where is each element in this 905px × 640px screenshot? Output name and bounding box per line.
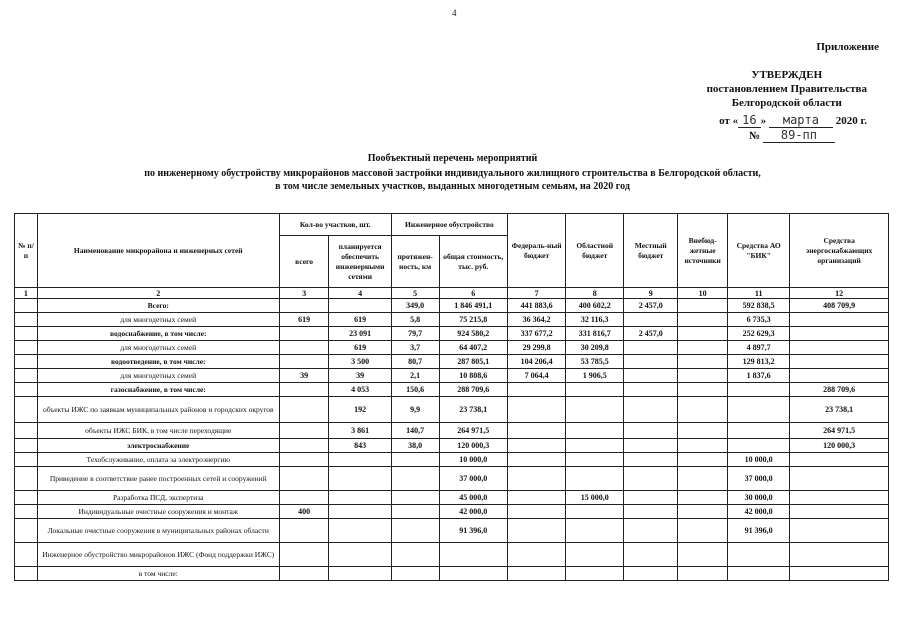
table-body bbox=[15, 288, 889, 581]
table-cell bbox=[279, 423, 329, 439]
table-cell bbox=[624, 467, 678, 491]
table-cell bbox=[279, 453, 329, 467]
col-extrabudget: Внебюд-жетные источники bbox=[678, 214, 728, 288]
table-row bbox=[15, 397, 889, 423]
column-number-row bbox=[15, 288, 889, 299]
column-number: 5 bbox=[391, 288, 439, 299]
row-name: Разработка ПСД, экспертиза bbox=[37, 491, 279, 505]
table-cell bbox=[624, 383, 678, 397]
table-row bbox=[15, 453, 889, 467]
table-cell bbox=[790, 567, 889, 581]
table-cell: 264 971,5 bbox=[439, 423, 508, 439]
table-cell bbox=[391, 453, 439, 467]
table-cell bbox=[728, 543, 790, 567]
table-cell bbox=[439, 543, 508, 567]
row-name: Индивидуальные очистные сооружения и монтаж bbox=[37, 505, 279, 519]
table-cell bbox=[329, 505, 391, 519]
column-number: 9 bbox=[624, 288, 678, 299]
table-row bbox=[15, 567, 889, 581]
table-cell bbox=[678, 369, 728, 383]
table-cell: 30 000,0 bbox=[728, 491, 790, 505]
table-row bbox=[15, 491, 889, 505]
table-cell: 3,7 bbox=[391, 341, 439, 355]
table-cell: 45 000,0 bbox=[439, 491, 508, 505]
table-cell bbox=[678, 519, 728, 543]
table-cell bbox=[790, 505, 889, 519]
table-cell bbox=[329, 491, 391, 505]
table-cell bbox=[15, 299, 38, 313]
table-cell bbox=[624, 369, 678, 383]
table-cell bbox=[508, 491, 566, 505]
table-cell bbox=[678, 543, 728, 567]
table-cell bbox=[279, 491, 329, 505]
table-cell: 29 299,8 bbox=[508, 341, 566, 355]
table-cell bbox=[329, 299, 391, 313]
table-cell bbox=[566, 439, 624, 453]
column-number: 11 bbox=[728, 288, 790, 299]
table-cell bbox=[678, 355, 728, 369]
column-number: 10 bbox=[678, 288, 728, 299]
table-cell bbox=[15, 467, 38, 491]
table-cell: 619 bbox=[329, 313, 391, 327]
table-cell: 6 735,3 bbox=[728, 313, 790, 327]
table-cell: 79,7 bbox=[391, 327, 439, 341]
table-cell bbox=[678, 327, 728, 341]
table-cell bbox=[15, 369, 38, 383]
table-cell: 400 602,2 bbox=[566, 299, 624, 313]
number-value: 89-пп bbox=[763, 128, 835, 143]
approval-date: от « 16 » марта 2020 г. bbox=[719, 113, 867, 127]
table-cell bbox=[678, 567, 728, 581]
table-cell: 91 396,0 bbox=[439, 519, 508, 543]
table-cell: 619 bbox=[279, 313, 329, 327]
table-cell: 10 000,0 bbox=[439, 453, 508, 467]
table-cell bbox=[678, 423, 728, 439]
table-cell bbox=[15, 505, 38, 519]
table-cell bbox=[790, 327, 889, 341]
table-cell bbox=[15, 355, 38, 369]
table-cell: 349,0 bbox=[391, 299, 439, 313]
row-name: Всего: bbox=[37, 299, 279, 313]
table-cell: 64 407,2 bbox=[439, 341, 508, 355]
table-cell bbox=[15, 491, 38, 505]
col-eng-length: протяжен-ность, км bbox=[391, 236, 439, 288]
table-cell: 129 813,2 bbox=[728, 355, 790, 369]
table-cell bbox=[508, 543, 566, 567]
table-cell bbox=[15, 313, 38, 327]
row-name: электроснабжение bbox=[37, 439, 279, 453]
table-cell bbox=[790, 453, 889, 467]
table-cell bbox=[508, 453, 566, 467]
table-cell: 140,7 bbox=[391, 423, 439, 439]
table-cell: 39 bbox=[279, 369, 329, 383]
col-energy: Средства энергоснабжающих организаций bbox=[790, 214, 889, 288]
table-cell bbox=[508, 439, 566, 453]
table-cell: 32 116,3 bbox=[566, 313, 624, 327]
table-row bbox=[15, 543, 889, 567]
table-cell bbox=[678, 397, 728, 423]
row-name: Локальные очистные сооружения в муниципальных районах области bbox=[37, 519, 279, 543]
table-cell bbox=[790, 355, 889, 369]
table-cell bbox=[790, 313, 889, 327]
table-cell bbox=[329, 467, 391, 491]
table-cell: 592 838,5 bbox=[728, 299, 790, 313]
table-cell: 150,6 bbox=[391, 383, 439, 397]
table-cell bbox=[624, 567, 678, 581]
table-cell: 408 709,9 bbox=[790, 299, 889, 313]
table-cell: 75 215,8 bbox=[439, 313, 508, 327]
col-plots-planned: планируется обеспечить инженерными сетями bbox=[329, 236, 391, 288]
table-cell bbox=[15, 327, 38, 341]
table-cell bbox=[678, 467, 728, 491]
table-cell bbox=[790, 519, 889, 543]
table-cell bbox=[624, 313, 678, 327]
table-cell bbox=[508, 423, 566, 439]
table-cell: 120 000,3 bbox=[439, 439, 508, 453]
page-number: 4 bbox=[452, 8, 457, 18]
row-name: для многодетных семей bbox=[37, 313, 279, 327]
column-number: 6 bbox=[439, 288, 508, 299]
table-cell bbox=[279, 383, 329, 397]
table-cell bbox=[15, 383, 38, 397]
table-cell bbox=[728, 567, 790, 581]
table-cell: 924 580,2 bbox=[439, 327, 508, 341]
table-cell: 2 457,0 bbox=[624, 299, 678, 313]
approved-heading: УТВЕРЖДЕН bbox=[751, 69, 823, 81]
table-cell: 7 064,4 bbox=[508, 369, 566, 383]
table-cell bbox=[728, 423, 790, 439]
table-cell bbox=[391, 519, 439, 543]
table-row bbox=[15, 327, 889, 341]
table-cell: 288 709,6 bbox=[439, 383, 508, 397]
table-cell: 1 837,6 bbox=[728, 369, 790, 383]
table-cell bbox=[790, 467, 889, 491]
table-cell bbox=[566, 423, 624, 439]
table-row bbox=[15, 423, 889, 439]
table-cell: 23 091 bbox=[329, 327, 391, 341]
table-cell bbox=[439, 567, 508, 581]
table-cell: 288 709,6 bbox=[790, 383, 889, 397]
table-cell bbox=[728, 397, 790, 423]
table-cell: 53 785,5 bbox=[566, 355, 624, 369]
table-row bbox=[15, 313, 889, 327]
table-cell bbox=[15, 543, 38, 567]
table-row bbox=[15, 383, 889, 397]
table-cell: 2,1 bbox=[391, 369, 439, 383]
col-no: № п/п bbox=[15, 214, 38, 288]
table-cell bbox=[728, 383, 790, 397]
table-cell: 39 bbox=[329, 369, 391, 383]
row-name: объекты ИЖС по заявкам муниципальных районов и городских округов bbox=[37, 397, 279, 423]
table-cell bbox=[790, 369, 889, 383]
table-cell bbox=[566, 505, 624, 519]
table-cell: 42 000,0 bbox=[728, 505, 790, 519]
table-cell bbox=[508, 383, 566, 397]
annex-label: Приложение bbox=[816, 41, 879, 53]
table-cell: 1 906,5 bbox=[566, 369, 624, 383]
table-cell bbox=[279, 355, 329, 369]
table-cell: 3 500 bbox=[329, 355, 391, 369]
table-row bbox=[15, 439, 889, 453]
table-cell bbox=[624, 543, 678, 567]
table-cell: 15 000,0 bbox=[566, 491, 624, 505]
table-row bbox=[15, 505, 889, 519]
column-number: 12 bbox=[790, 288, 889, 299]
table-cell bbox=[624, 491, 678, 505]
column-number: 1 bbox=[15, 288, 38, 299]
row-name: для многодетных семей bbox=[37, 341, 279, 355]
table-cell bbox=[279, 341, 329, 355]
table-cell: 264 971,5 bbox=[790, 423, 889, 439]
date-month: марта bbox=[769, 113, 833, 128]
table-cell bbox=[279, 299, 329, 313]
table-cell: 10 000,0 bbox=[728, 453, 790, 467]
approved-region: Белгородской области bbox=[731, 97, 842, 109]
table-cell bbox=[678, 505, 728, 519]
table-cell bbox=[566, 453, 624, 467]
table-cell: 337 677,2 bbox=[508, 327, 566, 341]
column-number: 8 bbox=[566, 288, 624, 299]
table-cell bbox=[279, 327, 329, 341]
table-cell bbox=[624, 423, 678, 439]
table-cell: 4 897,7 bbox=[728, 341, 790, 355]
table-cell bbox=[678, 299, 728, 313]
table-cell: 38,0 bbox=[391, 439, 439, 453]
table-cell bbox=[279, 567, 329, 581]
col-bik: Средства АО "БИК" bbox=[728, 214, 790, 288]
doc-subtitle: по инженерному обустройству микрорайонов массовой застройки индивидуального жилищного строительства в Белгородской области, bbox=[144, 168, 761, 179]
table-cell bbox=[508, 397, 566, 423]
table-cell bbox=[678, 383, 728, 397]
table-cell: 1 846 491,1 bbox=[439, 299, 508, 313]
table-cell bbox=[566, 543, 624, 567]
row-name: в том числе: bbox=[37, 567, 279, 581]
table-cell: 252 629,3 bbox=[728, 327, 790, 341]
table-cell bbox=[566, 519, 624, 543]
table-cell bbox=[508, 519, 566, 543]
table-cell: 9,9 bbox=[391, 397, 439, 423]
row-name: газоснабжение, в том числе: bbox=[37, 383, 279, 397]
table-cell: 37 000,0 bbox=[439, 467, 508, 491]
table-cell bbox=[624, 355, 678, 369]
table-cell bbox=[678, 453, 728, 467]
column-number: 2 bbox=[37, 288, 279, 299]
row-name: водоснабжение, в том числе: bbox=[37, 327, 279, 341]
col-name: Наименование микрорайона и инженерных сетей bbox=[37, 214, 279, 288]
table-cell bbox=[566, 567, 624, 581]
table-cell bbox=[279, 467, 329, 491]
table-cell bbox=[566, 383, 624, 397]
table-cell bbox=[624, 439, 678, 453]
doc-subtitle-2: в том числе земельных участков, выданных многодетным семьям, на 2020 год bbox=[275, 181, 630, 192]
table-cell bbox=[678, 313, 728, 327]
date-day: 16 bbox=[738, 113, 760, 128]
table-cell bbox=[508, 567, 566, 581]
col-local: Местный бюджет bbox=[624, 214, 678, 288]
approval-number: № 89-пп bbox=[749, 128, 835, 142]
table-cell bbox=[15, 423, 38, 439]
table-cell: 441 883,6 bbox=[508, 299, 566, 313]
table-row bbox=[15, 519, 889, 543]
col-eng-cost: общая стоимость, тыс. руб. bbox=[439, 236, 508, 288]
col-regional: Областной бюджет bbox=[566, 214, 624, 288]
table-cell: 619 bbox=[329, 341, 391, 355]
table-cell bbox=[15, 397, 38, 423]
table-cell bbox=[329, 567, 391, 581]
row-name: Инженерное обустройство микрорайонов ИЖС (Фонд поддержки ИЖС) bbox=[37, 543, 279, 567]
table-cell bbox=[15, 453, 38, 467]
approved-by: постановлением Правительства bbox=[706, 83, 867, 95]
table-cell bbox=[678, 491, 728, 505]
table-cell: 30 209,8 bbox=[566, 341, 624, 355]
table-cell bbox=[624, 505, 678, 519]
row-name: объекты ИЖС БИК, в том числе переходящие bbox=[37, 423, 279, 439]
table-cell: 843 bbox=[329, 439, 391, 453]
table-cell: 37 000,0 bbox=[728, 467, 790, 491]
table-cell: 80,7 bbox=[391, 355, 439, 369]
table-cell: 36 364,2 bbox=[508, 313, 566, 327]
table-cell bbox=[678, 341, 728, 355]
table-cell bbox=[391, 467, 439, 491]
table-cell: 23 738,1 bbox=[439, 397, 508, 423]
table-cell: 23 738,1 bbox=[790, 397, 889, 423]
table-cell bbox=[391, 491, 439, 505]
table-cell bbox=[624, 519, 678, 543]
table-cell bbox=[279, 543, 329, 567]
table-cell: 400 bbox=[279, 505, 329, 519]
table-cell bbox=[329, 519, 391, 543]
col-group-engineering: Инженерное обустройство bbox=[391, 214, 507, 236]
table-cell: 10 808,6 bbox=[439, 369, 508, 383]
col-federal: Федераль-ный бюджет bbox=[508, 214, 566, 288]
col-plots-total: всего bbox=[279, 236, 329, 288]
table-cell bbox=[15, 341, 38, 355]
table-cell bbox=[391, 567, 439, 581]
doc-title: Пообъектный перечень мероприятий bbox=[367, 153, 538, 164]
table-cell bbox=[279, 439, 329, 453]
row-name: Техобслуживание, оплата за электроэнергию bbox=[37, 453, 279, 467]
column-number: 4 bbox=[329, 288, 391, 299]
table-row bbox=[15, 341, 889, 355]
table-row bbox=[15, 369, 889, 383]
table-cell bbox=[329, 453, 391, 467]
column-number: 7 bbox=[508, 288, 566, 299]
table-cell: 42 000,0 bbox=[439, 505, 508, 519]
table-row bbox=[15, 355, 889, 369]
table-cell: 287 805,1 bbox=[439, 355, 508, 369]
col-group-plots: Кол-во участков, шт. bbox=[279, 214, 391, 236]
column-number: 3 bbox=[279, 288, 329, 299]
table-cell bbox=[15, 519, 38, 543]
table-cell: 5,8 bbox=[391, 313, 439, 327]
table-cell bbox=[790, 543, 889, 567]
table-cell: 2 457,0 bbox=[624, 327, 678, 341]
approval-block bbox=[707, 68, 867, 110]
row-name: Приведение в соответствие ранее построенных сетей и сооружений bbox=[37, 467, 279, 491]
table-cell bbox=[15, 567, 38, 581]
table-cell bbox=[279, 519, 329, 543]
table-cell bbox=[279, 397, 329, 423]
table-cell bbox=[391, 543, 439, 567]
table-cell bbox=[678, 439, 728, 453]
table-cell bbox=[566, 397, 624, 423]
measures-table bbox=[14, 213, 889, 581]
table-cell bbox=[624, 341, 678, 355]
table-cell bbox=[508, 467, 566, 491]
table-cell bbox=[624, 397, 678, 423]
table-cell: 331 816,7 bbox=[566, 327, 624, 341]
table-cell bbox=[391, 505, 439, 519]
table-cell: 4 053 bbox=[329, 383, 391, 397]
table-cell: 192 bbox=[329, 397, 391, 423]
row-name: для многодетных семей bbox=[37, 369, 279, 383]
table-cell bbox=[15, 439, 38, 453]
table-row bbox=[15, 467, 889, 491]
table-cell: 91 396,0 bbox=[728, 519, 790, 543]
row-name: водоотведение, в том числе: bbox=[37, 355, 279, 369]
table-cell bbox=[624, 453, 678, 467]
table-cell bbox=[566, 467, 624, 491]
table-cell bbox=[790, 491, 889, 505]
table-cell bbox=[329, 543, 391, 567]
table-cell: 120 000,3 bbox=[790, 439, 889, 453]
table-row bbox=[15, 299, 889, 313]
table-cell: 3 861 bbox=[329, 423, 391, 439]
table-cell bbox=[790, 341, 889, 355]
table-cell bbox=[508, 505, 566, 519]
table-cell: 104 206,4 bbox=[508, 355, 566, 369]
table-cell bbox=[728, 439, 790, 453]
